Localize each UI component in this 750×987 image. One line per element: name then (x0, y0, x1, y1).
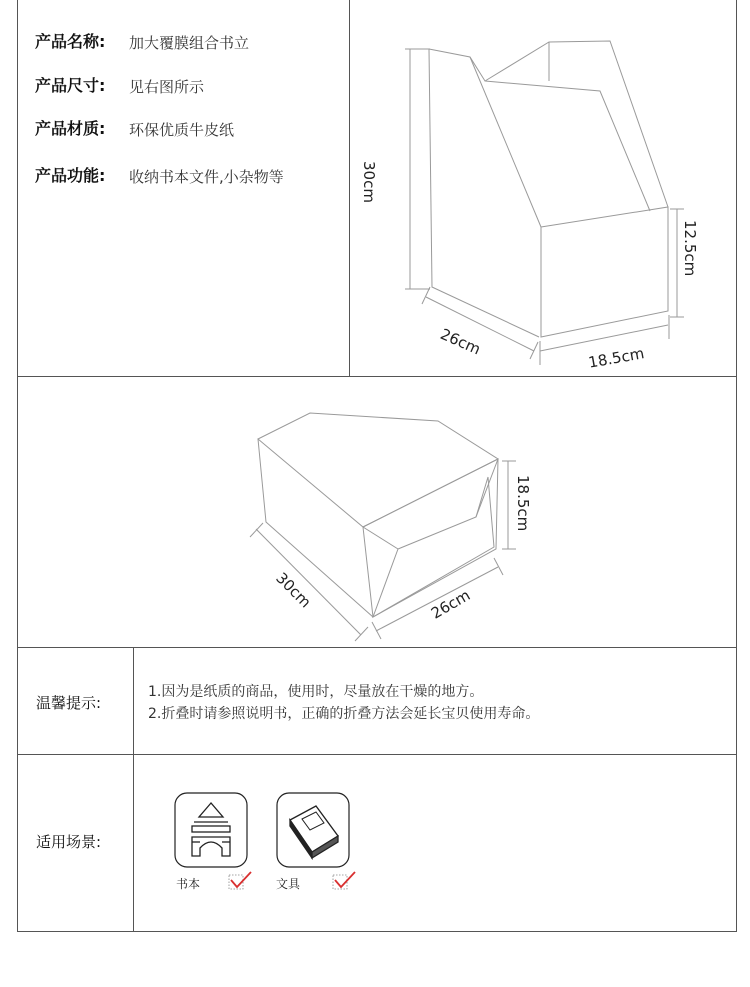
building-blocks-icon (174, 792, 248, 868)
dim-height-185: 18.5cm (514, 475, 532, 532)
product-name-label: 产品名称: (35, 32, 106, 51)
tips-content-cell (133, 647, 737, 755)
dim-width-185: 18.5cm (587, 344, 646, 372)
lying-diagram-panel (17, 376, 737, 648)
tip-line-2: 2.折叠时请参照说明书，正确的折叠方法会延长宝贝使用寿命。 (148, 706, 540, 722)
product-material-label: 产品材质: (35, 119, 106, 138)
tips-label: 温馨提示: (36, 694, 102, 712)
scene-item-stationery (276, 792, 350, 868)
checkmark-icon (228, 870, 254, 890)
scenes-content-cell (133, 754, 737, 932)
check-stationery (332, 870, 356, 890)
product-function-value: 收纳书本文件,小杂物等 (129, 168, 284, 186)
product-name-value: 加大覆膜组合书立 (129, 34, 250, 52)
tip-line-1: 1.因为是纸质的商品，使用时，尽量放在干燥的地方。 (148, 684, 484, 700)
scenes-label-cell (17, 754, 134, 932)
scene-caption-books: 书本 (176, 877, 201, 891)
dim-depth-26: 26cm (437, 325, 484, 359)
book-icon (276, 792, 350, 868)
product-info-panel (17, 0, 350, 377)
scene-item-books (174, 792, 248, 868)
checkmark-icon (332, 870, 358, 890)
product-size-label: 产品尺寸: (35, 76, 106, 95)
dim-depth-26-b: 26cm (428, 586, 474, 623)
dim-length-30: 30cm (272, 569, 315, 612)
upright-holder-drawing (350, 0, 738, 378)
product-function-label: 产品功能: (35, 166, 106, 185)
dim-front-height: 12.5cm (681, 220, 699, 277)
dim-height-30: 30cm (360, 161, 378, 203)
tips-label-cell (17, 647, 134, 755)
scene-caption-stationery: 文具 (276, 877, 301, 891)
upright-diagram-panel (349, 0, 737, 377)
product-size-value: 见右图所示 (129, 78, 205, 96)
scenes-label: 适用场景: (36, 833, 102, 851)
check-books (228, 870, 252, 890)
lying-holder-drawing (18, 377, 738, 649)
product-material-value: 环保优质牛皮纸 (129, 121, 235, 139)
